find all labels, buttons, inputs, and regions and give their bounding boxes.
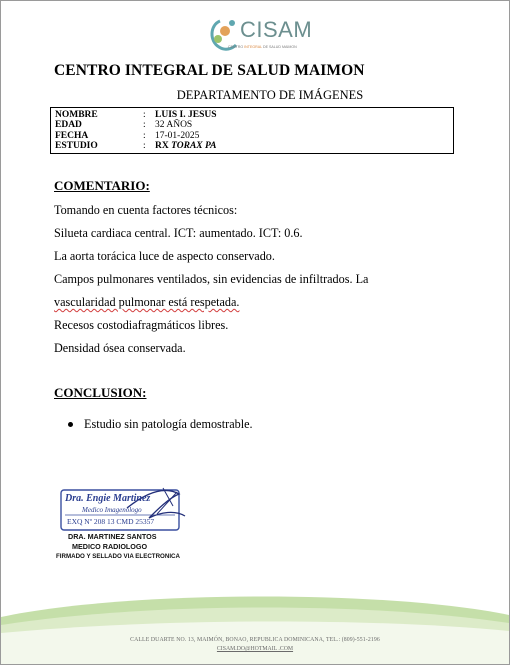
patient-age: 32 AÑOS	[155, 120, 193, 131]
info-separator: :	[143, 130, 146, 141]
info-label: ESTUDIO	[55, 141, 98, 152]
conclusion-heading: CONCLUSION:	[54, 385, 147, 400]
conclusion-item	[68, 417, 253, 432]
comment-line: Tomando en cuenta factores técnicos:	[54, 203, 238, 217]
comment-line: La aorta torácica luce de aspecto conservado.	[54, 249, 275, 263]
signature-note: FIRMADO Y SELLADO VIA ELECTRONICA	[56, 553, 180, 560]
info-separator: :	[143, 120, 146, 131]
comment-line: Densidad ósea conservada.	[54, 341, 186, 355]
comment-line: Recesos costodiafragmáticos libres.	[54, 318, 229, 332]
info-separator: :	[143, 110, 146, 120]
info-row-study	[55, 141, 449, 151]
signature-title: MEDICO RADIOLOGO	[72, 542, 148, 551]
info-separator: :	[143, 141, 146, 152]
cisam-logo	[206, 15, 316, 55]
page-title: CENTRO INTEGRAL DE SALUD MAIMON	[54, 62, 365, 79]
comment-heading: COMENTARIO:	[54, 178, 150, 193]
comment-line: Campos pulmonares ventilados, sin evidencias de infiltrados. La	[54, 272, 369, 286]
info-row-date	[55, 131, 449, 141]
comment-line: Silueta cardiaca central. ICT: aumentado. ICT: 0.6.	[54, 226, 303, 240]
stamp-doctor-name: Dra. Engie Martinez	[65, 493, 151, 504]
info-label: FECHA	[55, 130, 89, 141]
logo-name: CISAM	[240, 17, 313, 42]
signature-name: DRA. MARTINEZ SANTOS	[68, 532, 157, 541]
patient-name: LUIS I. JESUS	[155, 110, 217, 120]
study-type: RX TORAX PA	[155, 141, 217, 152]
info-row-name	[55, 110, 449, 120]
comment-line: vascularidad pulmonar está respetada.	[54, 295, 240, 309]
info-row-age	[55, 120, 449, 130]
info-label: NOMBRE	[55, 110, 98, 120]
bullet-icon	[68, 422, 73, 427]
info-label: EDAD	[55, 120, 82, 131]
footer-wave-decoration	[1, 589, 509, 665]
patient-info-box	[50, 107, 454, 154]
footer-address: CALLE DUARTE NO. 13, MAIMÓN, BONAO, REPUBLICA DOMINICANA, TEL.: (809)-551-2196	[130, 637, 380, 643]
footer-email: CISAM.DO@HOTMAIL .COM	[216, 646, 294, 652]
stamp-exequatur: EXQ Nº 208 13 CMD 25357	[67, 517, 155, 526]
study-date: 17-01-2025	[155, 130, 200, 141]
department-name: DEPARTAMENTO DE IMÁGENES	[176, 88, 364, 102]
stamp-role: Medico Imagenologo	[82, 506, 142, 514]
conclusion-text: Estudio sin patología demostrable.	[84, 417, 253, 431]
logo-subtitle: CENTRO INTEGRAL DE SALUD MAIMON	[228, 45, 297, 49]
